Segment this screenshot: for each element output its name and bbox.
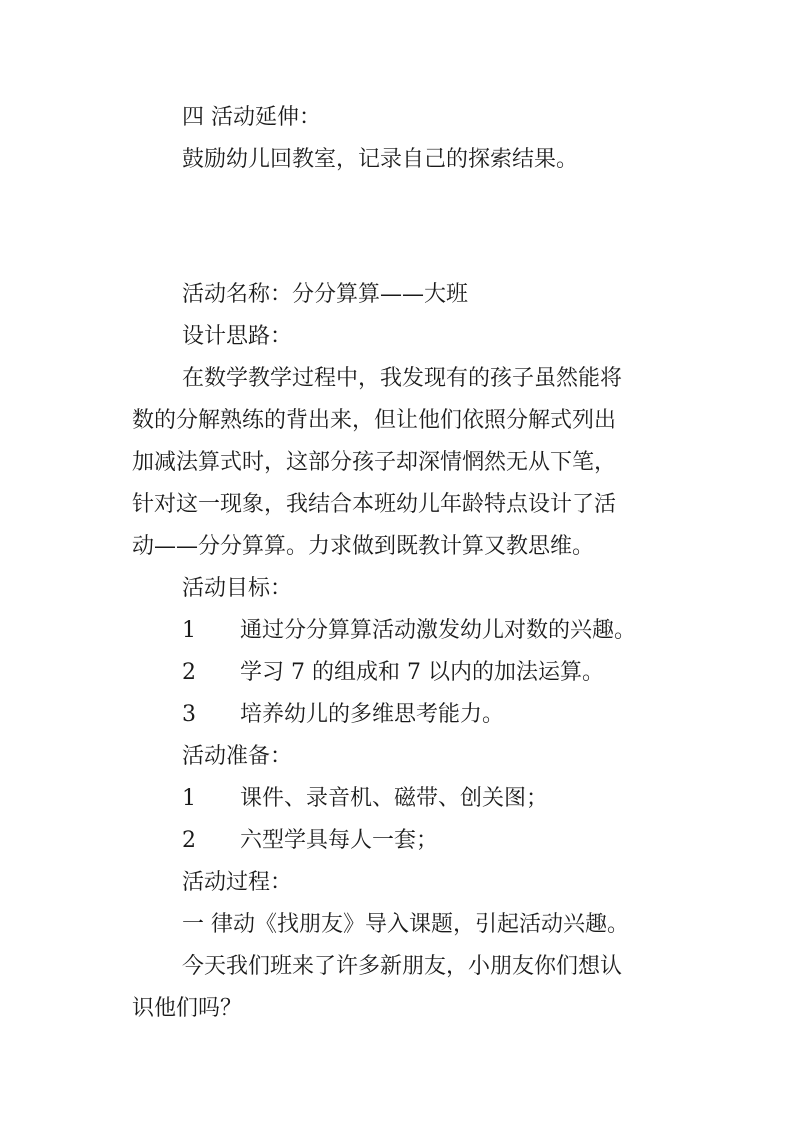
list-text: 学习 7 的组成和 7 以内的加法运算。 <box>240 660 604 685</box>
list-text: 培养幼儿的多维思考能力。 <box>240 702 505 727</box>
list-number: 1 <box>182 786 196 811</box>
paragraph-line: 识他们吗？ <box>132 996 243 1021</box>
activity-name: 活动名称：分分算算——大班 <box>182 282 469 307</box>
section-heading: 活动过程： <box>182 870 293 895</box>
list-text: 课件、录音机、磁带、创关图； <box>240 786 549 811</box>
paragraph-line: 今天我们班来了许多新朋友，小朋友你们想认 <box>182 954 623 979</box>
section-heading: 设计思路： <box>182 324 293 349</box>
list-text: 通过分分算算活动激发幼儿对数的兴趣。 <box>240 618 637 643</box>
list-item <box>0 779 794 819</box>
list-number: 3 <box>182 702 196 727</box>
list-number: 2 <box>182 828 196 853</box>
section-heading: 四 活动延伸： <box>182 105 321 130</box>
list-item <box>0 653 794 693</box>
paragraph-line: 动——分分算算。力求做到既教计算又教思维。 <box>132 534 595 559</box>
section-heading: 活动目标： <box>182 576 293 601</box>
list-item <box>0 821 794 861</box>
list-number: 1 <box>182 618 196 643</box>
section-heading: 活动准备： <box>182 744 293 769</box>
paragraph: 鼓励幼儿回教室，记录自己的探索结果。 <box>182 147 579 172</box>
list-item <box>0 611 794 651</box>
paragraph-line: 加减法算式时，这部分孩子却深情惘然无从下笔， <box>132 450 617 475</box>
list-item <box>0 695 794 735</box>
paragraph-line: 针对这一现象，我结合本班幼儿年龄特点设计了活 <box>132 492 617 517</box>
paragraph-line: 数的分解熟练的背出来，但让他们依照分解式列出 <box>132 408 617 433</box>
process-step: 一 律动《找朋友》导入课题，引起活动兴趣。 <box>182 912 629 937</box>
list-text: 六型学具每人一套； <box>240 828 439 853</box>
paragraph-line: 在数学教学过程中，我发现有的孩子虽然能将 <box>182 366 623 391</box>
list-number: 2 <box>182 660 196 685</box>
